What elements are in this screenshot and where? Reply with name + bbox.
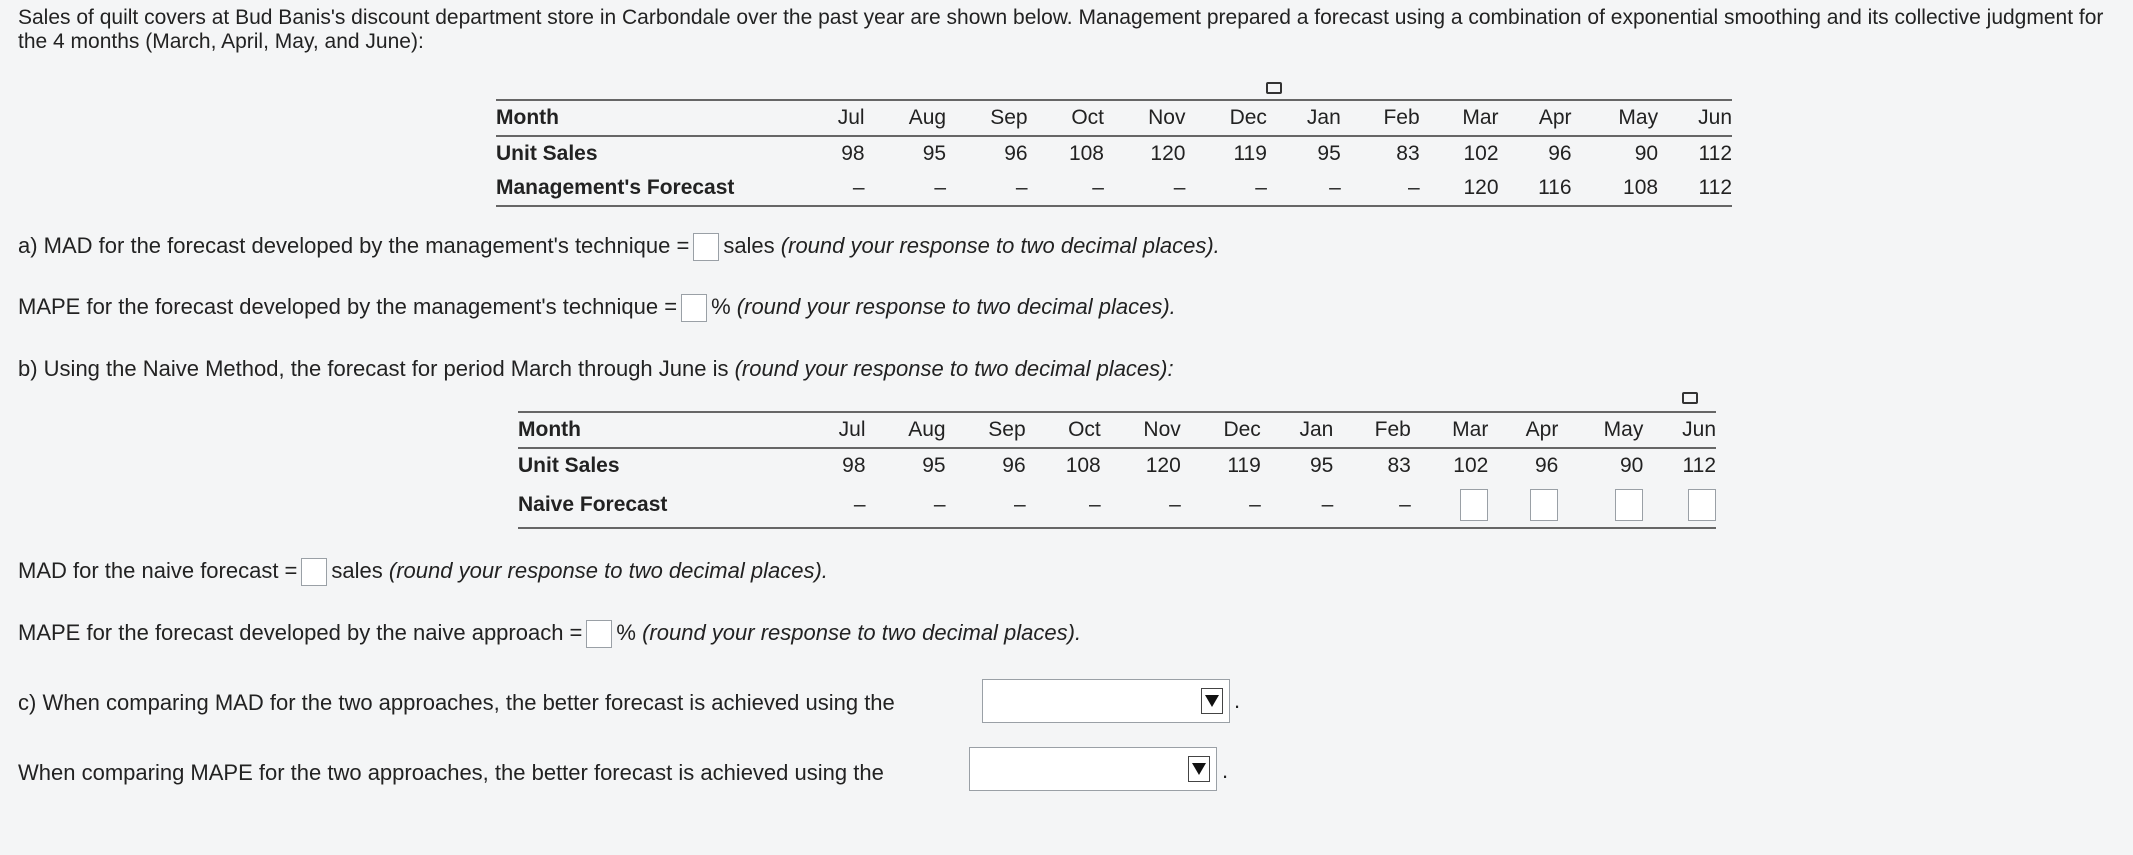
mad-prompt: a) MAD for the forecast developed by the management's technique = <box>18 233 690 258</box>
unit-sales-cell: 98 <box>841 142 865 165</box>
copy-icon[interactable] <box>1682 392 1698 404</box>
row-label-unit-sales: Unit Sales <box>496 142 598 165</box>
unit-sales-cell: 83 <box>1387 454 1411 477</box>
rounding-note: (round your response to two decimal places). <box>780 233 1220 258</box>
month-header-cell: Aug <box>866 412 946 448</box>
mape-prompt: MAPE for the forecast developed by the naive approach = <box>18 620 583 645</box>
part-a-mad-line <box>18 233 1220 261</box>
unit-sales-cell: 96 <box>1002 454 1026 477</box>
management-forecast-cell: – <box>1267 171 1341 206</box>
unit-sales-cell: 96 <box>1534 454 1559 477</box>
month-header-cell: Jun <box>1658 100 1732 136</box>
dropdown-arrow-icon[interactable] <box>1188 756 1210 782</box>
part-b-mape-line <box>18 620 1081 648</box>
month-header-cell: Apr <box>1499 100 1572 136</box>
month-header-cell: Apr <box>1488 412 1558 448</box>
naive-prompt: b) Using the Naive Method, the forecast for period March through June is <box>18 356 729 381</box>
naive-forecast-cell: – <box>1261 483 1334 528</box>
problem-intro: Sales of quilt covers at Bud Banis's discount department store in Carbondale over the past year are shown below. Management prepared a forecast using a combination of exponential smoothing and its collective judgment for the 4 months (March, April, May, and June): <box>18 6 2104 53</box>
part-a-mape-line <box>18 294 1176 322</box>
unit-sales-cell: 90 <box>1634 142 1659 165</box>
mape-unit: % <box>711 294 731 319</box>
naive-forecast-cell <box>1488 483 1558 528</box>
month-header-cell: Feb <box>1341 100 1420 136</box>
naive-forecast-cell: – <box>1181 483 1261 528</box>
unit-sales-cell: 98 <box>842 454 866 477</box>
unit-sales-cell: 90 <box>1620 454 1644 477</box>
naive-forecast-cell: – <box>946 483 1026 528</box>
part-b-mad-line <box>18 558 828 586</box>
unit-sales-cell: 112 <box>1682 454 1716 477</box>
management-forecast-cell: 116 <box>1499 171 1572 206</box>
month-header-cell: Feb <box>1333 412 1411 448</box>
naive-forecast-input[interactable] <box>1460 489 1488 521</box>
mad-management-input[interactable] <box>693 233 719 261</box>
management-forecast-cell: 120 <box>1420 171 1499 206</box>
unit-sales-cell: 96 <box>1004 142 1028 165</box>
unit-sales-cell: 112 <box>1698 142 1732 165</box>
month-header-cell: Oct <box>1026 412 1101 448</box>
copy-icon[interactable] <box>1266 82 1282 94</box>
management-forecast-cell: – <box>1341 171 1420 206</box>
dropdown-arrow-icon[interactable] <box>1201 688 1223 714</box>
naive-forecast-cell <box>1643 483 1716 528</box>
mape-naive-input[interactable] <box>586 620 612 648</box>
month-header-cell: Sep <box>946 412 1026 448</box>
period: . <box>1234 688 1241 713</box>
part-c-mape-text: When comparing MAPE for the two approaches, the better forecast is achieved using the <box>18 760 884 785</box>
month-header-cell: Aug <box>865 100 947 136</box>
unit-sales-cell: 120 <box>1150 142 1186 165</box>
management-forecast-cell: – <box>1104 171 1185 206</box>
management-forecast-cell: – <box>806 171 865 206</box>
unit-sales-cell: 83 <box>1396 142 1420 165</box>
month-header-cell: May <box>1558 412 1643 448</box>
month-header-cell: Jun <box>1643 412 1716 448</box>
part-c-mad-text: c) When comparing MAD for the two approaches, the better forecast is achieved using the <box>18 690 895 715</box>
naive-forecast-cell: – <box>1026 483 1101 528</box>
mape-unit: % <box>616 620 636 645</box>
naive-forecast-cell: – <box>1101 483 1181 528</box>
mad-prompt: MAD for the naive forecast = <box>18 558 298 583</box>
unit-sales-cell: 102 <box>1463 142 1499 165</box>
month-header-cell: May <box>1572 100 1659 136</box>
mad-unit: sales <box>723 233 775 258</box>
mape-management-input[interactable] <box>681 294 707 322</box>
period: . <box>1222 758 1229 783</box>
month-header-cell: Mar <box>1411 412 1488 448</box>
row-label-unit-sales: Unit Sales <box>518 454 620 477</box>
rounding-note: (round your response to two decimal places). <box>642 620 1082 645</box>
mad-naive-input[interactable] <box>301 558 327 586</box>
management-forecast-cell: – <box>946 171 1028 206</box>
part-b-intro <box>18 356 1174 382</box>
management-forecast-cell: 112 <box>1658 171 1732 206</box>
row-label-month: Month <box>518 412 808 448</box>
unit-sales-cell: 108 <box>1068 142 1104 165</box>
unit-sales-cell: 96 <box>1548 142 1572 165</box>
row-label-naive-forecast: Naive Forecast <box>518 483 808 528</box>
management-forecast-cell: – <box>865 171 947 206</box>
month-header-cell: Jul <box>806 100 865 136</box>
naive-forecast-cell <box>1411 483 1488 528</box>
mad-unit: sales <box>331 558 383 583</box>
row-label-management-forecast: Management's Forecast <box>496 171 806 206</box>
unit-sales-cell: 108 <box>1065 454 1101 477</box>
unit-sales-cell: 95 <box>1309 454 1334 477</box>
rounding-note: (round your response to two decimal places). <box>736 294 1176 319</box>
month-header-cell: Mar <box>1420 100 1499 136</box>
naive-forecast-table <box>518 411 1716 529</box>
management-forecast-cell: – <box>1028 171 1104 206</box>
naive-forecast-cell: – <box>866 483 946 528</box>
mape-prompt: MAPE for the forecast developed by the management's technique = <box>18 294 678 319</box>
month-header-cell: Nov <box>1101 412 1181 448</box>
naive-forecast-cell <box>1558 483 1643 528</box>
month-header-cell: Sep <box>946 100 1028 136</box>
month-header-cell: Jul <box>808 412 866 448</box>
row-label-month: Month <box>496 100 806 136</box>
month-header-cell: Jan <box>1261 412 1334 448</box>
month-header-cell: Oct <box>1028 100 1104 136</box>
month-header-cell: Jan <box>1267 100 1341 136</box>
unit-sales-cell: 119 <box>1233 142 1267 165</box>
month-header-cell: Dec <box>1185 100 1266 136</box>
naive-forecast-input[interactable] <box>1615 489 1643 521</box>
naive-forecast-input[interactable] <box>1688 489 1716 521</box>
naive-forecast-cell: – <box>1333 483 1411 528</box>
rounding-note: (round your response to two decimal places): <box>734 356 1174 381</box>
mad-better-method-dropdown[interactable] <box>982 679 1230 723</box>
naive-forecast-cell: – <box>808 483 866 528</box>
unit-sales-cell: 95 <box>922 454 946 477</box>
unit-sales-cell: 95 <box>1317 142 1341 165</box>
month-header-cell: Dec <box>1181 412 1261 448</box>
rounding-note: (round your response to two decimal places). <box>388 558 828 583</box>
unit-sales-cell: 95 <box>922 142 947 165</box>
unit-sales-cell: 102 <box>1453 454 1489 477</box>
naive-forecast-input[interactable] <box>1530 489 1558 521</box>
management-forecast-cell: – <box>1185 171 1266 206</box>
unit-sales-cell: 119 <box>1227 454 1261 477</box>
mape-better-method-dropdown[interactable] <box>969 747 1217 791</box>
month-header-cell: Nov <box>1104 100 1185 136</box>
management-forecast-cell: 108 <box>1572 171 1659 206</box>
unit-sales-cell: 120 <box>1145 454 1181 477</box>
management-forecast-table <box>496 99 1732 207</box>
